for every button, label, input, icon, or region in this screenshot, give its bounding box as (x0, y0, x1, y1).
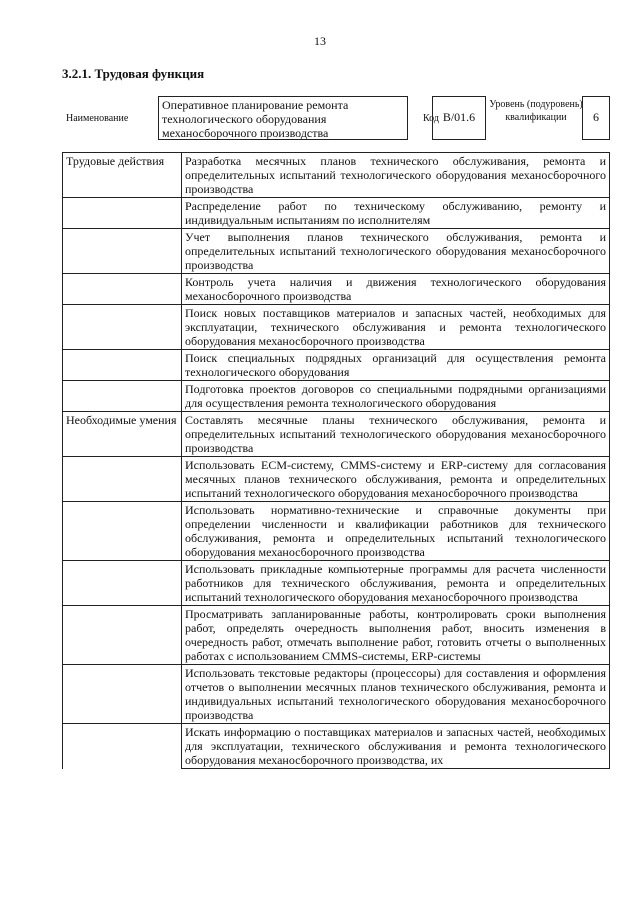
required-skills-label-cont (63, 606, 182, 665)
table-row (63, 606, 610, 665)
labor-actions-label-cont (63, 350, 182, 381)
table-row (63, 502, 610, 561)
labor-action-item: Поиск специальных подрядных организаций для осуществления ремонта технологического оборудования (182, 350, 610, 381)
labor-actions-label-cont (63, 274, 182, 305)
table-row (63, 412, 610, 457)
table-row (63, 724, 610, 769)
required-skills-label: Необходимые умения (63, 412, 182, 457)
labor-actions-label-cont (63, 229, 182, 274)
required-skills-label-cont (63, 457, 182, 502)
labor-action-item: Разработка месячных планов технического обслуживания, ремонта и определительных испытаний технологического оборудования механосборочного производства (182, 153, 610, 198)
code-label: Код (423, 113, 439, 124)
qualification-level: 6 (582, 96, 610, 140)
labor-actions-label-cont (63, 198, 182, 229)
function-code: B/01.6 (432, 96, 486, 140)
table-row (63, 274, 610, 305)
name-label: Наименование (66, 113, 129, 124)
required-skills-label-cont (63, 502, 182, 561)
skill-item: Составлять месячные планы технического обслуживания, ремонта и определительных испытаний технологического оборудования механосборочного производства (182, 412, 610, 457)
function-table (62, 152, 610, 769)
table-row (63, 457, 610, 502)
labor-actions-label-cont (63, 305, 182, 350)
labor-actions-label-cont (63, 381, 182, 412)
skill-item: Использовать прикладные компьютерные программы для расчета численности работников для технического обслуживания, ремонта и определительных испытаний технологического оборудования механосборочного производства (182, 561, 610, 606)
level-label: Уровень (подуровень) квалификации (489, 99, 583, 123)
table-row (63, 198, 610, 229)
function-name: Оперативное планирование ремонта технологического оборудования механосборочного производства (158, 96, 408, 140)
required-skills-label-cont (63, 665, 182, 724)
function-header (62, 96, 610, 142)
skill-item: Искать информацию о поставщиках материалов и запасных частей, необходимых для эксплуатации, технического обслуживания и ремонта технологического оборудования механосборочного производства, их (182, 724, 610, 769)
skill-item: Использовать текстовые редакторы (процессоры) для составления и оформления отчетов о выполнении месячных планов технического обслуживания, ремонта и индивидуальных испытаний технологического оборудования механосборочного производства (182, 665, 610, 724)
labor-action-item: Поиск новых поставщиков материалов и запасных частей, необходимых для эксплуатации, технического обслуживания и ремонта технологического оборудования механосборочного производства (182, 305, 610, 350)
labor-action-item: Подготовка проектов договоров со специальными подрядными организациями для осуществления ремонта технологического оборудования (182, 381, 610, 412)
page-number: 13 (314, 34, 326, 48)
table-row (63, 153, 610, 198)
labor-action-item: Контроль учета наличия и движения технологического оборудования механосборочного производства (182, 274, 610, 305)
labor-action-item: Распределение работ по техническому обслуживанию, ремонту и индивидуальным испытаниям по исполнителям (182, 198, 610, 229)
required-skills-label-cont (63, 724, 182, 769)
table-row (63, 381, 610, 412)
skill-item: Просматривать запланированные работы, контролировать сроки выполнения работ, определять очередность выполнения работ, вносить изменения в очередность работ, отмечать выполнение работ, готовить отчеты о выполненных работах с использованием CMMS-системы, ERP-системы (182, 606, 610, 665)
section-title: 3.2.1. Трудовая функция (62, 66, 205, 81)
table-row (63, 561, 610, 606)
table-row (63, 665, 610, 724)
skill-item: Использовать нормативно-технические и справочные документы при определении численности и квалификации работников для технического обслуживания, ремонта и определительных испытаний технологического оборудования механосборочного производства (182, 502, 610, 561)
labor-action-item: Учет выполнения планов технического обслуживания, ремонта и определительных испытаний технологического оборудования механосборочного производства (182, 229, 610, 274)
table-row (63, 350, 610, 381)
required-skills-label-cont (63, 561, 182, 606)
table-row (63, 229, 610, 274)
table-row (63, 305, 610, 350)
labor-actions-label: Трудовые действия (63, 153, 182, 198)
skill-item: Использовать ECM-систему, CMMS-систему и ERP-систему для согласования месячных планов технического обслуживания, ремонта и определительных испытаний технологического оборудования механосборочного производства (182, 457, 610, 502)
